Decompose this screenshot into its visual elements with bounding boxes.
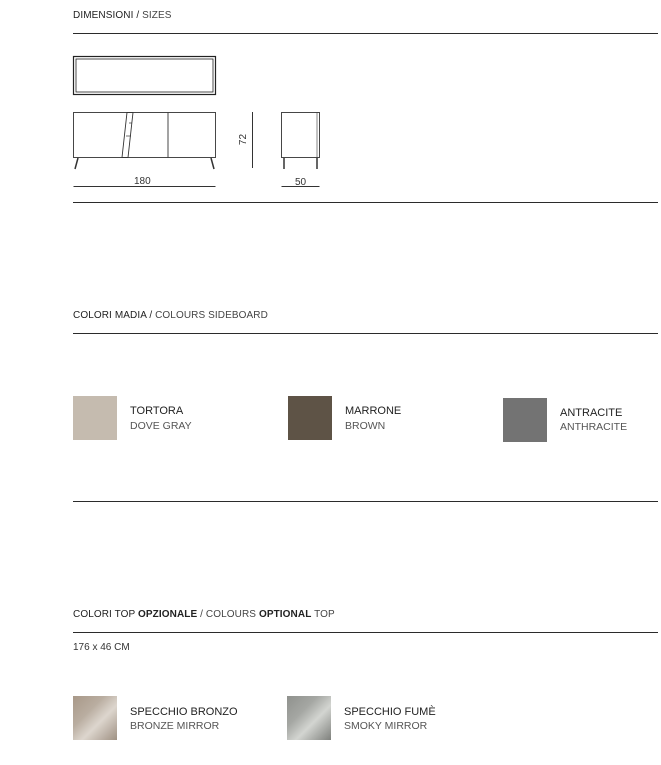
top-colours-heading-part3: / COLOURS (197, 609, 259, 620)
sizes-top-rule (73, 33, 658, 34)
sideboard-colours-bottom-rule (73, 501, 658, 502)
top-colours-rule (73, 632, 658, 633)
swatch-specchio-fume-sub: SMOKY MIRROR (344, 720, 428, 732)
front-view-drawing (74, 113, 216, 170)
swatch-tortora (73, 396, 117, 440)
top-view-drawing (74, 57, 216, 95)
height-label: 72 (238, 133, 250, 146)
sizes-heading-sep: / (133, 10, 143, 21)
swatch-tortora-sub: DOVE GRAY (130, 420, 192, 432)
swatch-specchio-bronzo (73, 696, 117, 740)
top-colours-heading (73, 609, 335, 620)
sideboard-colours-heading-light: COLOURS SIDEBOARD (155, 310, 268, 321)
swatch-specchio-fume-name: SPECCHIO FUMÈ (344, 706, 436, 718)
width-label: 180 (134, 176, 151, 187)
sideboard-colours-top-rule (73, 333, 658, 334)
top-colours-heading-part2: OPZIONALE (138, 609, 198, 620)
swatch-specchio-bronzo-sub: BRONZE MIRROR (130, 720, 220, 732)
top-colours-heading-part5: TOP (311, 609, 335, 620)
sideboard-colours-heading-sep: / (146, 310, 156, 321)
swatch-antracite-name: ANTRACITE (560, 407, 623, 419)
sizes-bottom-rule (73, 202, 658, 203)
sideboard-colours-heading-bold: COLORI MADIA (73, 310, 147, 321)
swatch-specchio-fume (287, 696, 331, 740)
sizes-heading (73, 10, 172, 21)
side-view-drawing (282, 113, 320, 170)
sideboard-colours-heading (73, 310, 268, 321)
swatch-specchio-bronzo-name: SPECCHIO BRONZO (130, 706, 238, 718)
sizes-heading-bold: DIMENSIONI (73, 10, 134, 21)
swatch-antracite (503, 398, 547, 442)
top-colours-heading-part4: OPTIONAL (258, 609, 312, 620)
swatch-antracite-sub: ANTHRACITE (560, 421, 628, 433)
sideboard-diagram (60, 48, 350, 198)
swatch-marrone-sub: BROWN (345, 420, 386, 432)
swatch-tortora-name: TORTORA (130, 405, 184, 417)
top-size-note: 176 x 46 CM (73, 642, 130, 653)
sizes-heading-light: SIZES (142, 10, 172, 21)
top-colours-heading-part1: COLORI TOP (73, 609, 139, 620)
swatch-marrone-name: MARRONE (345, 405, 402, 417)
swatch-marrone (288, 396, 332, 440)
depth-label: 50 (295, 177, 307, 188)
